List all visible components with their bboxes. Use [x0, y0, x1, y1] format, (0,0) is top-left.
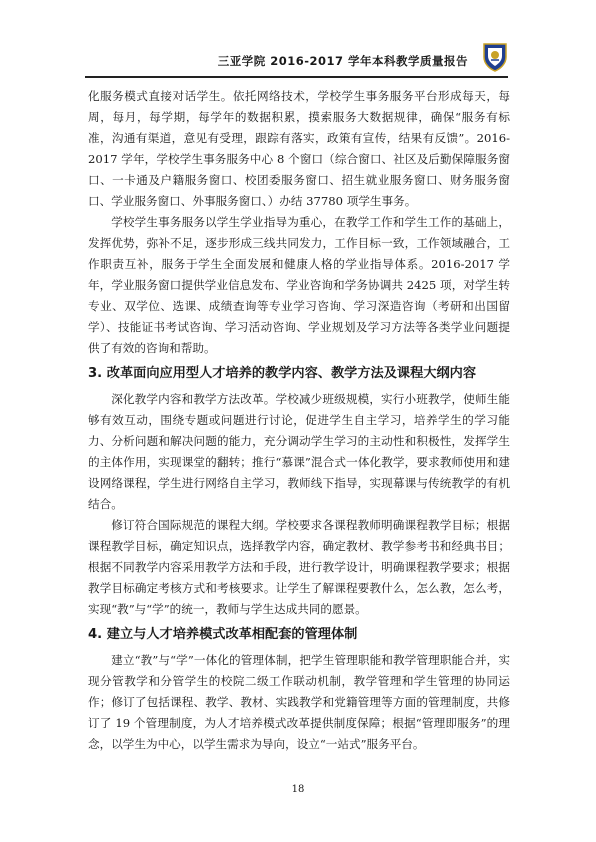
- paragraph-1: 化服务模式直接对话学生。依托网络技术，学校学生事务服务平台形成每天，每周，每月，每学期，每学年的数据积累，摸索服务大数据规律，确保“服务有标准，沟通有渠道，意见有受理，跟踪有落实，政策有宣传，结果有反馈”。2016-2017 学年，学校学生事务服务中心 8 个窗口（综合窗口、社区及后勤保障服务窗口、一卡通及户籍服务窗口、校团委服务窗口、招生就业服务窗口、财务服务窗口、学业服务窗口、外事服务窗口、）办结 37780 项学生事务。: [88, 89, 510, 208]
- section-heading-3: 3. 改革面向应用型人才培养的教学内容、教学方法及课程大纲内容: [88, 366, 477, 381]
- header-rule: [85, 76, 508, 78]
- header-title: 三亚学院 2016-2017 学年本科教学质量报告: [217, 54, 468, 68]
- section-heading-4: 4. 建立与人才培养模式改革相配套的管理体制: [88, 627, 358, 642]
- paragraph-3: 深化教学内容和教学方法改革。学校减少班级规模，实行小班教学，使师生能够有效互动，围绕专题或问题进行讨论，促进学生自主学习，培养学生的学习能力、分析问题和解决问题的能力，充分调动学生学习的主动性和积极性，发挥学生的主体作用，实现课堂的翻转；推行“慕课”混合式一体化教学，要求教师使用和建设网络课程，学生进行网络自主学习，教师线下指导，实现幕课与传统教学的有机结合。: [88, 392, 510, 511]
- paragraph-5: 建立“教”与“学”一体化的管理体制，把学生管理职能和教学管理职能合并，实现分管教学和分管学生的校院二级工作联动机制，教学管理和学生管理的协同运作；修订了包括课程、教学、教材、实践教学和党籍管理等方面的管理制度，共修订了 19 个管理制度，为人才培养模式改革提供制度保障；根据“管理即服务”的理念，以学生为中心，以学生需求为导向，设立“一站式”服务平台。: [88, 653, 510, 751]
- page-header: [85, 44, 508, 74]
- page-body: [88, 86, 510, 755]
- paragraph-2: 学校学生事务服务以学生学业指导为重心，在教学工作和学生工作的基础上，发挥优势，弥补不足，逐步形成三线共同发力，工作目标一致，工作领域融合，工作职责互补，服务于学生全面发展和健康人格的学业指导体系。2016-2017 学年，学业服务窗口提供学业信息发布、学业咨询和学务协调共 2425 项，对学生转专业、双学位、选课、成绩查询等专业学习咨询、学习深造咨询（考研和出国留学）、技能证书考试咨询、学习活动咨询、学业规划及学习方法等各类学业问题提供了有效的咨询和帮助。: [88, 215, 510, 355]
- paragraph-4: 修订符合国际规范的课程大纲。学校要求各课程教师明确课程教学目标；根据课程教学目标，确定知识点，选择教学内容，确定教材、教学参考书和经典书目；根据不同教学内容采用教学方法和手段，进行教学设计，明确课程教学要求；根据教学目标确定考核方式和考核要求。让学生了解课程要教什么，怎么教，怎么考，实现“教”与“学”的统一，教师与学生达成共同的愿景。: [88, 518, 510, 616]
- page-number: 18: [291, 784, 305, 795]
- university-logo-icon: [482, 42, 508, 72]
